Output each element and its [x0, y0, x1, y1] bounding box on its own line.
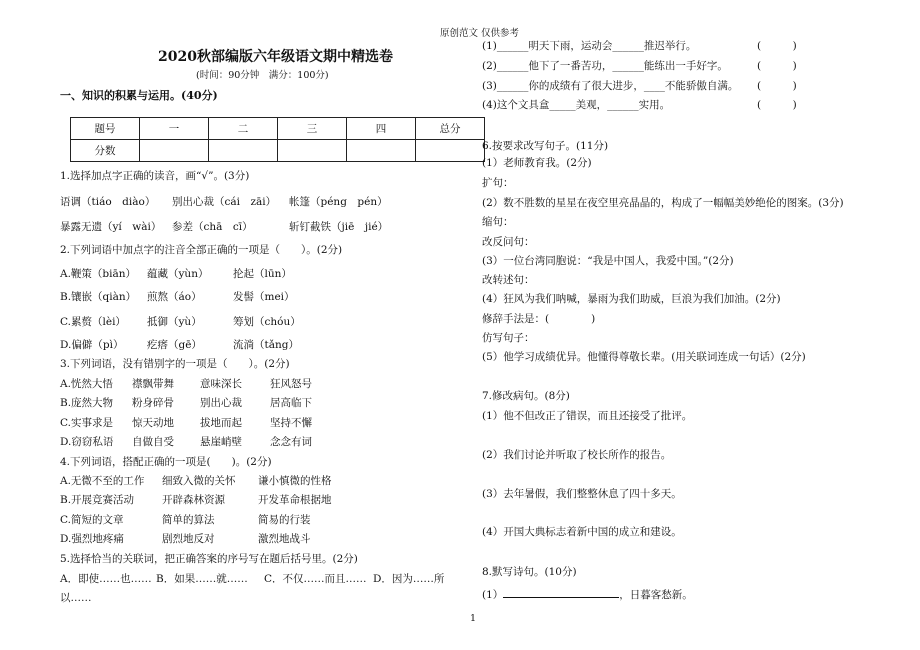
answer-paren: ( ) [757, 80, 797, 92]
q5-option: B．如果……就…… [156, 573, 248, 585]
question-5: 5.选择恰当的关联词，把正确答案的序号写在题后括号里。(2分) [60, 553, 358, 565]
score-cell [209, 140, 278, 162]
answer-paren: ( ) [757, 40, 797, 52]
q4-option: 剧烈地反对 [162, 533, 215, 545]
score-cell [278, 140, 347, 162]
q7-line: (3）去年暑假，我们整整休息了四十多天。 [482, 488, 682, 500]
q4-option: 开发革命根据地 [258, 494, 332, 506]
q5-option: C．不仅……而且…… [264, 573, 367, 585]
q8-line [482, 586, 693, 602]
q1-item: 参差（chā cī） [172, 221, 253, 233]
q3-option: 坚持不懈 [270, 417, 312, 429]
q2-option: 抡起（lūn） [233, 268, 292, 280]
q4-option: 简易的行装 [258, 514, 311, 526]
q6-line: 改反问句： [482, 236, 535, 248]
section-heading: 一、知识的积累与运用。(40分) [60, 89, 218, 102]
score-table-header: 总分 [416, 118, 485, 140]
q4-option: C.简短的文章 [60, 514, 124, 526]
score-table-header: 题号 [71, 118, 140, 140]
score-table [70, 117, 485, 162]
score-table-header: 一 [140, 118, 209, 140]
q6-line: 修辞手法是：( ) [482, 313, 596, 325]
question-7: 7.修改病句。(8分) [482, 390, 570, 402]
question-8: 8.默写诗句。(10分) [482, 566, 577, 578]
question-4: 4.下列词语，搭配正确的一项是( )。(2分) [60, 456, 272, 468]
answer-paren: ( ) [757, 60, 797, 72]
q5-option: D．因为……所 [373, 573, 445, 585]
score-cell [347, 140, 416, 162]
score-cell [416, 140, 485, 162]
q1-item: 斩钉截铁（jiē jié） [289, 221, 389, 233]
page-number: 1 [470, 613, 477, 624]
q4-option: 细致入微的关怀 [162, 475, 236, 487]
q3-option: 狂风怒号 [270, 378, 312, 390]
score-table-header: 三 [278, 118, 347, 140]
q5-option: A．即使……也…… [60, 573, 152, 585]
score-table-header: 二 [209, 118, 278, 140]
q2-option: 流淌（tǎng） [233, 339, 299, 351]
q3-option: 粉身碎骨 [132, 397, 174, 409]
q3-option: 悬崖峭壁 [200, 436, 242, 448]
q3-option: B.庞然大物 [60, 397, 114, 409]
q3-option: D.窃窃私语 [60, 436, 114, 448]
q2-option: 疙瘩（gē） [147, 339, 202, 351]
q6-line: (1）老师教育我。(2分) [482, 157, 592, 169]
q4-option: 激烈地战斗 [258, 533, 311, 545]
q6-line: 缩句： [482, 216, 514, 228]
q3-option: 念念有词 [270, 436, 312, 448]
q3-option: A.恍然大悟 [60, 378, 113, 390]
page-title: 2020秋部编版六年级语文期中精选卷 [158, 49, 393, 65]
q6-line: (3）一位台湾同胞说：“我是中国人，我爱中国。”(2分) [482, 255, 734, 267]
q2-option: 抵御（yù） [147, 316, 202, 328]
q2-option: B.镶嵌（qiàn） [60, 291, 137, 303]
q4-option: 开辟森林资源 [162, 494, 225, 506]
score-table-row-label: 分数 [71, 140, 140, 162]
q6-line: 仿写句子： [482, 332, 535, 344]
q6-line: (5）他学习成绩优异。他懂得尊敬长辈。(用关联词连成一句话）(2分) [482, 351, 806, 363]
q5-option-continued: 以…… [60, 592, 92, 604]
score-table-header: 四 [347, 118, 416, 140]
q6-line: (2）数不胜数的星星在夜空里亮晶晶的，构成了一幅幅美妙绝伦的图案。(3分) [482, 197, 844, 209]
answer-paren: ( ) [757, 99, 797, 111]
page-subtitle: (时间：90分钟 满分：100分) [196, 70, 329, 81]
q4-option: A.无微不至的工作 [60, 475, 145, 487]
q8-line-suffix: ，日暮客愁新。 [619, 589, 693, 601]
q6-line: 改转述句： [482, 274, 535, 286]
q7-line: (2）我们讨论并听取了校长所作的报告。 [482, 449, 672, 461]
question-3: 3.下列词语，没有错别字的一项是（ ）。(2分) [60, 358, 290, 370]
q3-option: 惊天动地 [132, 417, 174, 429]
q4-option: B.开展竞赛活动 [60, 494, 135, 506]
q2-option: D.偏僻（pì） [60, 339, 124, 351]
q3-option: 拔地而起 [200, 417, 242, 429]
q2-option: A.鞭策（biān） [60, 268, 137, 280]
q5-item: (1)______明天下雨，运动会______推迟举行。 [482, 40, 697, 52]
q2-option: 筹划（chóu） [233, 316, 301, 328]
q4-option: 简单的算法 [162, 514, 215, 526]
q2-option: C.累赘（lèi） [60, 316, 126, 328]
q1-item: 语调（tiáo diào） [60, 196, 156, 208]
q8-line-prefix: (1） [482, 589, 504, 601]
q5-item: (2)______他下了一番苦功，______能练出一手好字。 [482, 60, 728, 72]
q6-line: (4）狂风为我们呐喊，暴雨为我们助威，巨浪为我们加油。(2分) [482, 293, 781, 305]
q3-option: 别出心裁 [200, 397, 242, 409]
answer-blank[interactable] [503, 586, 619, 598]
q5-item: (3)______你的成绩有了很大进步，____不能骄傲自满。 [482, 80, 739, 92]
score-cell [140, 140, 209, 162]
q2-option: 煎熬（áo） [147, 291, 202, 303]
q3-option: C.实事求是 [60, 417, 113, 429]
score-table-header-row [71, 118, 485, 140]
q2-option: 发髻（mei） [233, 291, 295, 303]
q2-option: 蕴藏（yùn） [147, 268, 209, 280]
q3-option: 居高临下 [270, 397, 312, 409]
score-table-score-row [71, 140, 485, 162]
q1-item: 暴露无遗（yí wài） [60, 221, 162, 233]
q1-item: 帐篷（péng pén） [289, 196, 388, 208]
q5-item: (4)这个文具盒_____美观，______实用。 [482, 99, 671, 111]
q3-option: 襟飘带舞 [132, 378, 174, 390]
q7-line: (1）他不但改正了错误，而且还接受了批评。 [482, 410, 693, 422]
q1-item: 别出心裁（cái zāi） [172, 196, 277, 208]
header-note: 原创范文 仅供参考 [440, 28, 520, 39]
question-6: 6.按要求改写句子。(11分) [482, 140, 609, 152]
q4-option: D.强烈地疼痛 [60, 533, 124, 545]
q6-line: 扩句： [482, 177, 514, 189]
question-2: 2.下列词语中加点字的注音全部正确的一项是（ ）。(2分) [60, 244, 343, 256]
q3-option: 意味深长 [200, 378, 242, 390]
q3-option: 自做自受 [132, 436, 174, 448]
question-1: 1.选择加点字正确的读音，画“√”。(3分) [60, 170, 250, 182]
q4-option: 谦小慎微的性格 [258, 475, 332, 487]
q7-line: (4）开国大典标志着新中国的成立和建设。 [482, 526, 682, 538]
